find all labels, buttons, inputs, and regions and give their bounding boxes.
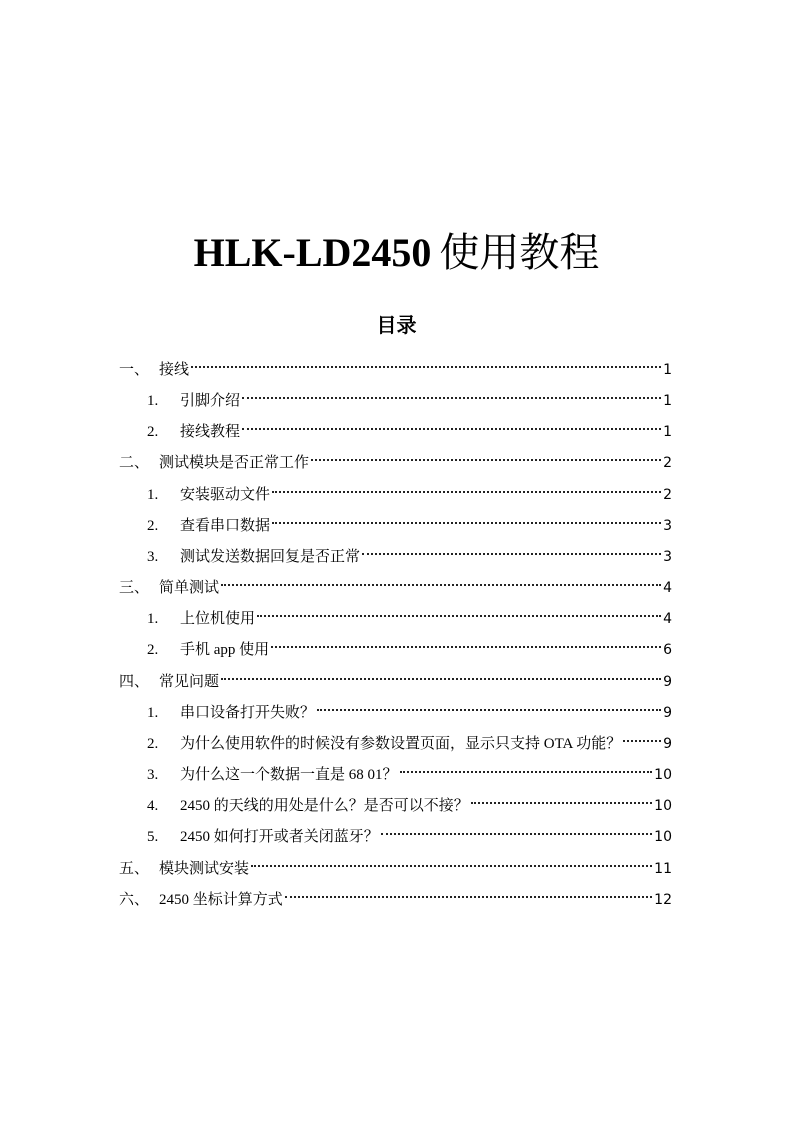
toc-entry[interactable]: [119, 350, 672, 378]
toc-entry-number: 5.: [147, 829, 159, 845]
toc-entry-number: 2.: [147, 642, 159, 658]
toc-entry-number: 六、: [119, 892, 150, 908]
dot-leader: [471, 786, 652, 810]
toc-entry[interactable]: [147, 506, 672, 534]
dot-leader: [272, 475, 661, 499]
toc-entry-number: 3.: [147, 549, 159, 565]
toc-entry[interactable]: [119, 880, 672, 908]
toc-entry-page: 1: [663, 362, 672, 378]
title-subtitle: 使用教程: [439, 230, 600, 276]
toc-entry-number: 三、: [119, 580, 150, 596]
toc-entry-text: 串口设备打开失败？: [180, 705, 316, 721]
dot-leader: [362, 537, 661, 561]
toc-entry-text: 上位机使用: [180, 611, 256, 627]
toc-entry-number: 2.: [147, 424, 159, 440]
toc-entry[interactable]: [147, 755, 672, 783]
toc-entry-page: 3: [663, 549, 672, 565]
toc-entry-page: 1: [663, 424, 672, 440]
toc-entry-page: 3: [663, 518, 672, 534]
toc-entry[interactable]: [119, 849, 672, 877]
toc-entry-number: 四、: [119, 674, 150, 690]
toc-entry[interactable]: [147, 412, 672, 440]
dot-leader: [317, 693, 661, 717]
toc-entry-number: 2.: [147, 518, 159, 534]
toc-entry[interactable]: [147, 475, 672, 503]
toc-entry-text: 引脚介绍: [180, 393, 241, 409]
dot-leader: [311, 443, 661, 467]
document-title: [0, 228, 793, 278]
toc-entry-page: 11: [654, 861, 672, 877]
toc-entry-page: 10: [654, 829, 672, 845]
dot-leader: [400, 755, 653, 779]
toc-entry-number: 1.: [147, 487, 159, 503]
toc-entry-text: 为什么这一个数据一直是 68 01？: [180, 767, 398, 783]
dot-leader: [242, 412, 661, 436]
toc-entry[interactable]: [119, 662, 672, 690]
toc-heading: 目录: [376, 313, 417, 337]
toc-entry-page: 4: [663, 611, 672, 627]
toc-entry[interactable]: [147, 693, 672, 721]
toc-entry-number: 五、: [119, 861, 150, 877]
toc-entry-text: 测试发送数据回复是否正常: [180, 549, 361, 565]
dot-leader: [242, 381, 661, 405]
toc-entry-text: 2450 坐标计算方式: [159, 892, 283, 908]
toc-entry-text: 测试模块是否正常工作: [159, 455, 310, 471]
dot-leader: [191, 350, 661, 374]
toc-entry-page: 1: [663, 393, 672, 409]
toc-entry-number: 1.: [147, 393, 159, 409]
toc-entry-page: 12: [654, 892, 672, 908]
toc-entry-text: 2450 如何打开或者关闭蓝牙？: [180, 829, 379, 845]
toc-entry-page: 4: [663, 580, 672, 596]
toc-entry-page: 2: [663, 455, 672, 471]
toc-entry-page: 10: [654, 798, 672, 814]
toc-entry[interactable]: [147, 724, 672, 752]
toc-entry[interactable]: [147, 817, 672, 845]
dot-leader: [251, 849, 652, 873]
dot-leader: [381, 817, 652, 841]
toc-entry-text: 常见问题: [159, 674, 220, 690]
toc-entry-text: 接线: [159, 362, 190, 378]
dot-leader: [221, 568, 661, 592]
toc-entry-page: 2: [663, 487, 672, 503]
toc-entry-page: 9: [663, 705, 672, 721]
toc-entry[interactable]: [147, 630, 672, 658]
toc-entry[interactable]: [147, 786, 672, 814]
dot-leader: [221, 662, 661, 686]
dot-leader: [285, 880, 652, 904]
toc-entry-number: 1.: [147, 705, 159, 721]
toc-entry-text: 接线教程: [180, 424, 241, 440]
toc-entry-text: 简单测试: [159, 580, 220, 596]
dot-leader: [272, 506, 661, 530]
toc-entry-text: 查看串口数据: [180, 518, 271, 534]
toc-entry-text: 手机 app 使用: [180, 642, 270, 658]
toc-entry-number: 二、: [119, 455, 150, 471]
toc-entry-number: 3.: [147, 767, 159, 783]
toc-entry-page: 9: [663, 674, 672, 690]
toc-entry[interactable]: [147, 381, 672, 409]
dot-leader: [257, 599, 661, 623]
title-model-name: HLK-LD2450: [193, 230, 432, 275]
toc-entry-number: 2.: [147, 736, 159, 752]
toc-entry[interactable]: [147, 599, 672, 627]
toc-entry-text: 模块测试安装: [159, 861, 250, 877]
toc-entry[interactable]: [147, 537, 672, 565]
toc-entry-text: 安装驱动文件: [180, 487, 271, 503]
dot-leader: [623, 724, 661, 748]
toc-entry-text: 2450 的天线的用处是什么？是否可以不接？: [180, 798, 469, 814]
toc-entry-number: 一、: [119, 362, 150, 378]
toc-entry[interactable]: [119, 443, 672, 471]
toc-entry-page: 10: [654, 767, 672, 783]
toc-entry-page: 6: [663, 642, 672, 658]
toc-entry[interactable]: [119, 568, 672, 596]
dot-leader: [271, 630, 661, 654]
toc-entry-page: 9: [663, 736, 672, 752]
toc-entry-number: 1.: [147, 611, 159, 627]
toc-entry-text: 为什么使用软件的时候没有参数设置页面，显示只支持 OTA 功能？: [180, 736, 622, 752]
toc-entry-number: 4.: [147, 798, 159, 814]
